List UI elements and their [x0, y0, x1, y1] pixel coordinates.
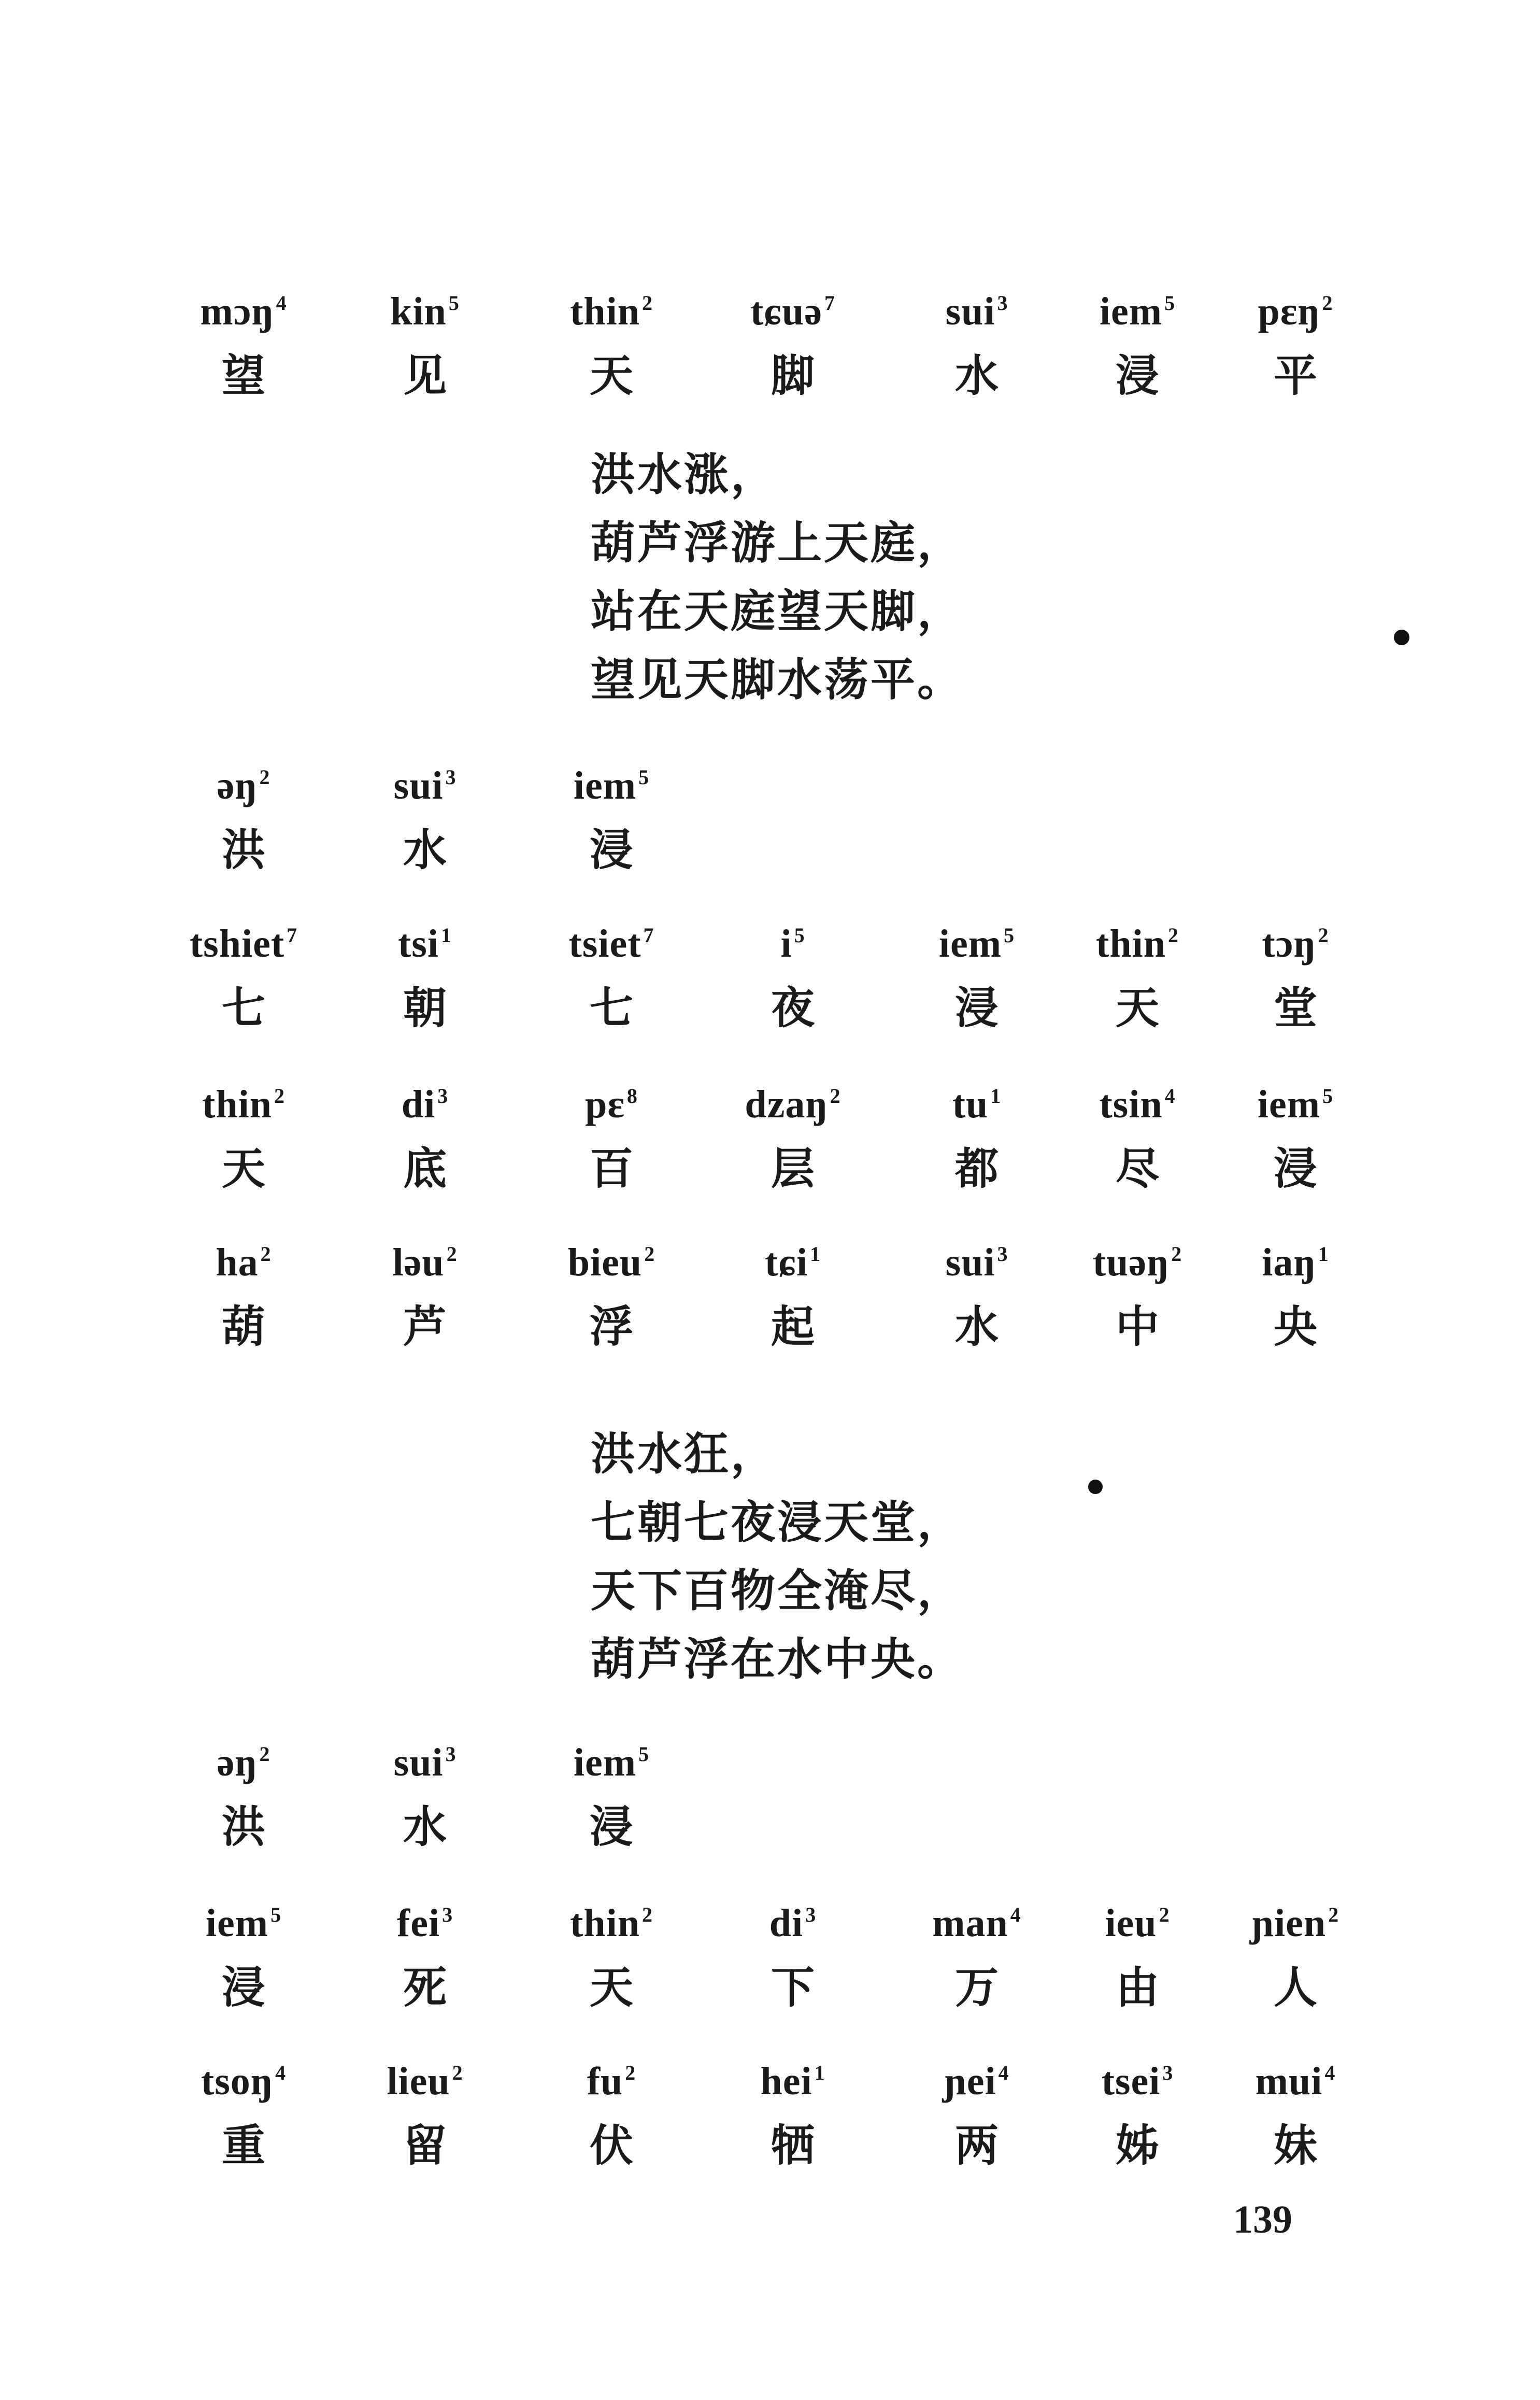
- tone-number: 5: [448, 291, 460, 315]
- syllable-text: tɕuə: [750, 290, 823, 333]
- tone-number: 4: [998, 2061, 1009, 2084]
- romanization-row: [0, 1068, 1540, 1151]
- tone-number: 2: [644, 1242, 655, 1266]
- syllable-text: mui: [1255, 2060, 1323, 2103]
- hanzi-character: 层: [771, 1143, 815, 1194]
- hanzi-character: 都: [954, 1143, 999, 1194]
- hanzi-character: 浸: [589, 1801, 633, 1852]
- syllable-text: ləu: [392, 1241, 445, 1284]
- tone-number: 2: [1159, 1903, 1170, 1926]
- romanized-syllable: [529, 1068, 694, 1133]
- romanization-row: [0, 1886, 1540, 1969]
- tone-number: 2: [1167, 924, 1179, 947]
- romanization-row: [0, 1726, 1540, 1809]
- romanized-syllable: [894, 1886, 1060, 1952]
- tone-number: 5: [638, 765, 650, 789]
- romanized-syllable: [529, 749, 694, 814]
- syllable-text: ɲien: [1251, 1901, 1327, 1945]
- hanzi-character: 水: [954, 350, 999, 401]
- syllable-text: fu: [587, 2060, 623, 2103]
- tone-number: 2: [446, 1242, 458, 1266]
- romanized-syllable: [161, 1726, 326, 1791]
- tone-number: 3: [1162, 2061, 1174, 2084]
- romanized-syllable: [1213, 1886, 1378, 1952]
- romanized-syllable: [894, 275, 1060, 340]
- syllable-text: tsei: [1101, 2060, 1161, 2103]
- hanzi-character: 夜: [771, 983, 815, 1033]
- romanized-syllable: [529, 2044, 694, 2110]
- romanized-syllable: [342, 1068, 508, 1133]
- tone-number: 2: [1322, 291, 1333, 315]
- hanzi-character: 望: [221, 350, 265, 401]
- hanzi-character: 葫: [221, 1301, 265, 1352]
- romanized-syllable: [529, 1886, 694, 1952]
- romanized-syllable: [710, 1886, 876, 1952]
- tone-number: 5: [270, 1903, 282, 1926]
- hanzi-character: 百: [589, 1143, 633, 1194]
- syllable-text: əŋ: [217, 1741, 258, 1784]
- hanzi-character: 万: [954, 1962, 999, 2013]
- hanzi-character: 起: [771, 1301, 815, 1352]
- tone-number: 4: [275, 2061, 287, 2084]
- romanized-syllable: [1054, 275, 1220, 340]
- romanized-syllable: [342, 1886, 508, 1952]
- syllable-text: tuəŋ: [1092, 1241, 1170, 1284]
- syllable-text: hei: [760, 2060, 812, 2103]
- romanized-syllable: [342, 1726, 508, 1791]
- hanzi-character: 人: [1273, 1962, 1317, 2013]
- romanized-syllable: [1054, 1886, 1220, 1952]
- tone-number: 2: [1171, 1242, 1182, 1266]
- verse-stanza: [591, 1420, 964, 1694]
- syllable-text: iem: [938, 922, 1002, 965]
- syllable-text: i: [780, 922, 792, 965]
- page-number: 139: [1233, 2198, 1292, 2241]
- tone-number: 4: [1010, 1903, 1021, 1926]
- syllable-text: man: [932, 1901, 1008, 1945]
- romanization-row: [0, 2044, 1540, 2127]
- tone-number: 2: [641, 291, 653, 315]
- tone-number: 1: [1318, 1242, 1329, 1266]
- tone-number: 5: [1164, 291, 1176, 315]
- tone-number: 3: [445, 1742, 457, 1766]
- syllable-text: pɛ: [585, 1083, 625, 1126]
- syllable-text: tɕi: [764, 1241, 808, 1284]
- tone-number: 2: [1318, 924, 1329, 947]
- hanzi-character: 下: [771, 1962, 815, 2013]
- verse-line: 天下百物全淹尽，: [591, 1565, 964, 1617]
- syllable-text: sui: [945, 290, 995, 333]
- hanzi-character: 洪: [221, 1801, 265, 1852]
- hanzi-character: 伏: [589, 2120, 633, 2171]
- tone-number: 1: [810, 1242, 821, 1266]
- hanzi-character: 朝: [403, 983, 447, 1033]
- romanized-syllable: [1213, 275, 1378, 340]
- tone-number: 7: [824, 291, 836, 315]
- tone-number: 1: [990, 1084, 1002, 1107]
- hanzi-character: 浸: [221, 1962, 265, 2013]
- romanized-syllable: [710, 907, 876, 972]
- hanzi-character: 妹: [1273, 2120, 1317, 2171]
- romanized-syllable: [894, 1068, 1060, 1133]
- romanized-syllable: [529, 275, 694, 340]
- romanized-syllable: [1213, 1068, 1378, 1133]
- syllable-text: tshiet: [189, 922, 285, 965]
- tone-number: 2: [452, 2061, 463, 2084]
- syllable-text: pɛŋ: [1258, 290, 1320, 333]
- romanized-syllable: [1213, 907, 1378, 972]
- hanzi-character: 七: [589, 983, 633, 1033]
- syllable-text: tsin: [1099, 1083, 1163, 1126]
- hanzi-character: 天: [589, 350, 633, 401]
- tone-number: 5: [794, 924, 805, 947]
- hanzi-row: [0, 347, 1540, 430]
- romanized-syllable: [1054, 1068, 1220, 1133]
- romanization-row: [0, 275, 1540, 358]
- hanzi-character: 浸: [589, 825, 633, 875]
- hanzi-row: [0, 1298, 1540, 1381]
- verse-line: 葫芦浮游上天庭，: [591, 517, 964, 569]
- romanized-syllable: [710, 2044, 876, 2110]
- romanized-syllable: [161, 1068, 326, 1133]
- tone-number: 4: [276, 291, 287, 315]
- hanzi-character: 天: [221, 1143, 265, 1194]
- hanzi-character: 七: [221, 983, 265, 1033]
- syllable-text: iem: [1257, 1083, 1321, 1126]
- tone-number: 3: [437, 1084, 449, 1107]
- hanzi-character: 天: [1115, 983, 1159, 1033]
- romanized-syllable: [161, 749, 326, 814]
- hanzi-row: [0, 821, 1540, 904]
- hanzi-character: 重: [221, 2120, 265, 2171]
- syllable-text: ieu: [1105, 1901, 1157, 1945]
- romanized-syllable: [529, 1726, 694, 1791]
- verse-line: 洪水狂，: [591, 1428, 777, 1480]
- syllable-text: thin: [570, 1901, 640, 1945]
- romanized-syllable: [161, 1886, 326, 1952]
- hanzi-character: 水: [403, 1801, 447, 1852]
- tone-number: 4: [1324, 2061, 1336, 2084]
- syllable-text: dzaŋ: [745, 1083, 828, 1126]
- tone-number: 2: [259, 765, 270, 789]
- syllable-text: thin: [1096, 922, 1166, 965]
- hanzi-row: [0, 1140, 1540, 1223]
- syllable-text: əŋ: [217, 764, 258, 807]
- hanzi-character: 脚: [771, 350, 815, 401]
- syllable-text: bieu: [567, 1241, 643, 1284]
- romanized-syllable: [1054, 2044, 1220, 2110]
- tone-number: 3: [445, 765, 457, 789]
- syllable-text: tu: [952, 1083, 989, 1126]
- romanized-syllable: [529, 1226, 694, 1291]
- romanization-row: [0, 749, 1540, 832]
- hanzi-character: 两: [954, 2120, 999, 2171]
- romanized-syllable: [161, 2044, 326, 2110]
- romanized-syllable: [1054, 907, 1220, 972]
- tone-number: 2: [641, 1903, 653, 1926]
- syllable-text: iem: [205, 1901, 269, 1945]
- romanized-syllable: [529, 907, 694, 972]
- hanzi-character: 底: [403, 1143, 447, 1194]
- syllable-text: thin: [202, 1083, 272, 1126]
- hanzi-character: 央: [1273, 1301, 1317, 1352]
- hanzi-character: 堂: [1273, 983, 1317, 1033]
- hanzi-character: 洪: [221, 825, 265, 875]
- romanized-syllable: [342, 275, 508, 340]
- tone-number: 2: [274, 1084, 285, 1107]
- syllable-text: sui: [945, 1241, 995, 1284]
- romanized-syllable: [342, 1226, 508, 1291]
- romanized-syllable: [894, 1226, 1060, 1291]
- syllable-text: fei: [396, 1901, 440, 1945]
- romanized-syllable: [710, 275, 876, 340]
- tone-number: 2: [830, 1084, 841, 1107]
- hanzi-character: 死: [403, 1962, 447, 2013]
- tone-number: 5: [638, 1742, 650, 1766]
- hanzi-character: 姊: [1115, 2120, 1159, 2171]
- tone-number: 7: [643, 924, 654, 947]
- romanization-row: [0, 1226, 1540, 1309]
- romanized-syllable: [161, 275, 326, 340]
- hanzi-character: 芦: [403, 1301, 447, 1352]
- hanzi-row: [0, 979, 1540, 1062]
- syllable-text: sui: [393, 1741, 444, 1784]
- tone-number: 1: [441, 924, 452, 947]
- romanized-syllable: [1054, 1226, 1220, 1291]
- hanzi-character: 牺: [771, 2120, 815, 2171]
- romanized-syllable: [342, 2044, 508, 2110]
- verse-line: 站在天庭望天脚，: [591, 586, 964, 637]
- verse-line: 七朝七夜浸天堂，: [591, 1497, 964, 1549]
- syllable-text: lieu: [387, 2060, 450, 2103]
- romanized-syllable: [342, 907, 508, 972]
- syllable-text: iaŋ: [1262, 1241, 1316, 1284]
- tone-number: 3: [997, 1242, 1008, 1266]
- tone-number: 4: [1164, 1084, 1176, 1107]
- tone-number: 3: [805, 1903, 817, 1926]
- hanzi-character: 浸: [954, 983, 999, 1033]
- syllable-text: tsiet: [568, 922, 641, 965]
- tone-number: 5: [1322, 1084, 1334, 1107]
- hanzi-character: 中: [1115, 1301, 1159, 1352]
- romanized-syllable: [161, 907, 326, 972]
- romanized-syllable: [1213, 1226, 1378, 1291]
- hanzi-character: 尽: [1115, 1143, 1159, 1194]
- hanzi-character: 天: [589, 1962, 633, 2013]
- romanized-syllable: [894, 2044, 1060, 2110]
- syllable-text: sui: [393, 764, 444, 807]
- romanized-syllable: [161, 1226, 326, 1291]
- syllable-text: tsoŋ: [201, 2060, 274, 2103]
- ink-spot: [1088, 1480, 1103, 1494]
- hanzi-character: 平: [1273, 350, 1317, 401]
- ink-spot: [1394, 630, 1409, 645]
- syllable-text: mɔŋ: [200, 290, 274, 333]
- syllable-text: thin: [570, 290, 640, 333]
- verse-stanza: [591, 441, 964, 714]
- tone-number: 2: [259, 1742, 270, 1766]
- romanized-syllable: [1213, 2044, 1378, 2110]
- tone-number: 5: [1004, 924, 1015, 947]
- tone-number: 3: [997, 291, 1008, 315]
- hanzi-character: 浮: [589, 1301, 633, 1352]
- hanzi-character: 由: [1115, 1962, 1159, 2013]
- tone-number: 2: [1328, 1903, 1339, 1926]
- hanzi-character: 留: [403, 2120, 447, 2171]
- tone-number: 2: [260, 1242, 272, 1266]
- romanized-syllable: [894, 907, 1060, 972]
- verse-line: 洪水涨，: [591, 449, 777, 501]
- hanzi-row: [0, 1959, 1540, 2042]
- hanzi-row: [0, 2117, 1540, 2200]
- tone-number: 1: [814, 2061, 825, 2084]
- tone-number: 8: [626, 1084, 638, 1107]
- syllable-text: iem: [1099, 290, 1163, 333]
- verse-line: 望见天脚水荡平。: [591, 654, 964, 706]
- hanzi-character: 水: [403, 825, 447, 875]
- romanized-syllable: [710, 1068, 876, 1133]
- tone-number: 2: [625, 2061, 636, 2084]
- hanzi-row: [0, 1798, 1540, 1881]
- verse-line: 葫芦浮在水中央。: [591, 1634, 964, 1685]
- syllable-text: ɲei: [944, 2060, 996, 2103]
- romanization-row: [0, 907, 1540, 990]
- syllable-text: di: [769, 1901, 804, 1945]
- hanzi-character: 见: [403, 350, 447, 401]
- hanzi-character: 浸: [1273, 1143, 1317, 1194]
- hanzi-character: 浸: [1115, 350, 1159, 401]
- tone-number: 3: [442, 1903, 453, 1926]
- romanized-syllable: [710, 1226, 876, 1291]
- tone-number: 7: [287, 924, 298, 947]
- syllable-text: kin: [390, 290, 447, 333]
- syllable-text: iem: [573, 1741, 637, 1784]
- syllable-text: tɔŋ: [1262, 922, 1316, 965]
- hanzi-character: 水: [954, 1301, 999, 1352]
- syllable-text: ha: [216, 1241, 259, 1284]
- syllable-text: di: [401, 1083, 436, 1126]
- syllable-text: iem: [573, 764, 637, 807]
- syllable-text: tsi: [398, 922, 439, 965]
- romanized-syllable: [342, 749, 508, 814]
